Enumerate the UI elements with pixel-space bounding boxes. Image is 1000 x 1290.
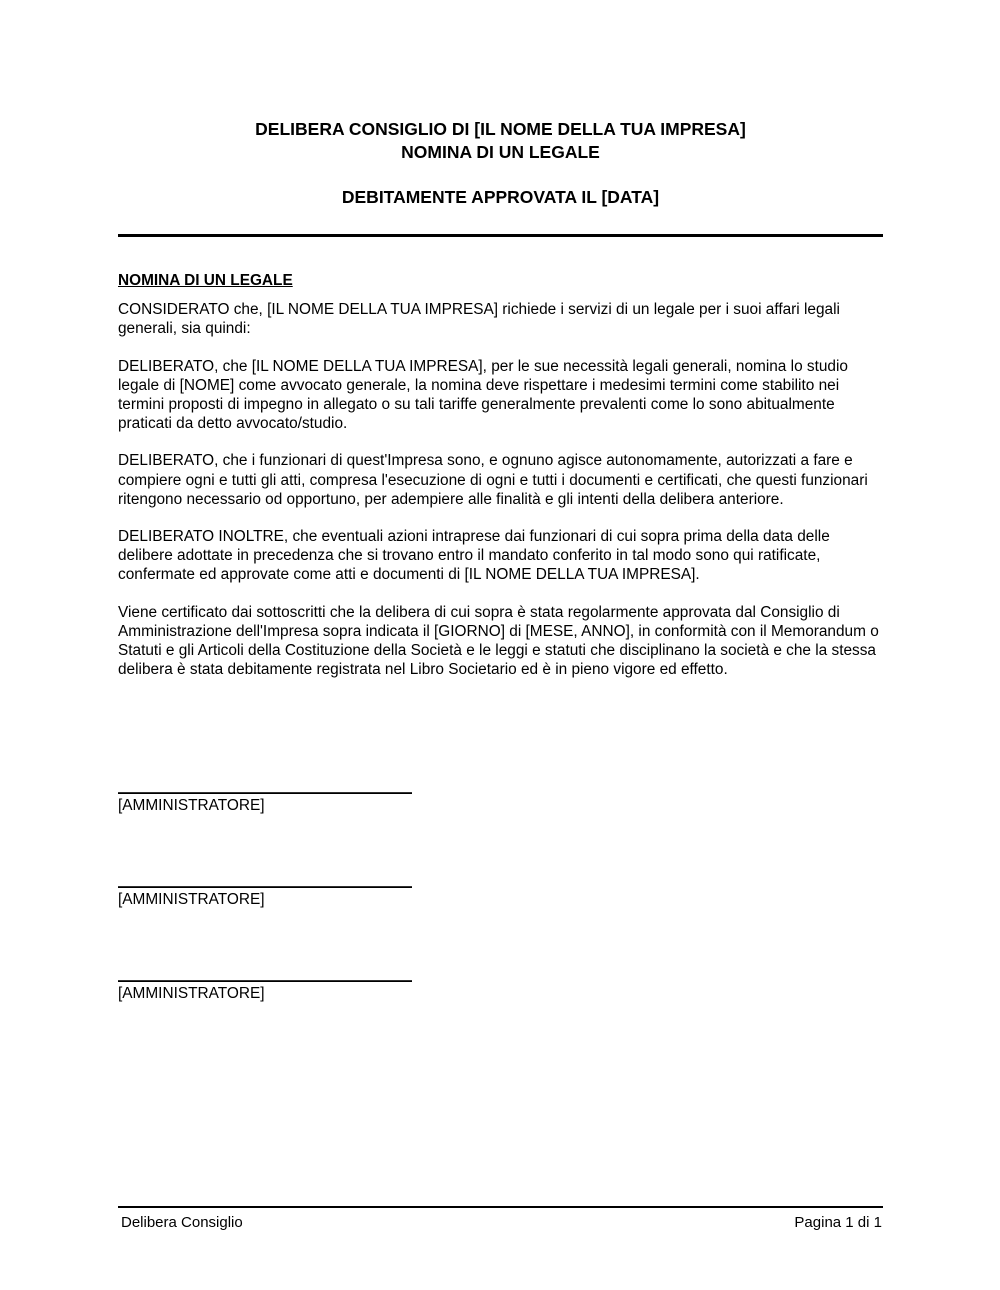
document-subtitle: DEBITAMENTE APPROVATA IL [DATA] bbox=[341, 187, 660, 207]
signature-line bbox=[118, 792, 412, 794]
document-title-line2: NOMINA DI UN LEGALE bbox=[401, 142, 600, 162]
signature-label: [AMMINISTRATORE] bbox=[118, 891, 265, 908]
signature-block bbox=[118, 980, 412, 1003]
paragraph-deliberato-inoltre: DELIBERATO INOLTRE, che eventuali azioni intraprese dai funzionari di cui sopra prima della data delle delibere adottate in precedenza che si trovano entro il mandato conferito in tal modo sono qui ratificate, confermate ed approvate come atti e documenti di [IL NOME DELLA TUA IMPRESA]. bbox=[118, 528, 830, 584]
signature-label: [AMMINISTRATORE] bbox=[118, 985, 265, 1002]
footer-page-number: Pagina 1 di 1 bbox=[794, 1214, 882, 1231]
footer-divider bbox=[118, 1206, 883, 1208]
header-divider bbox=[118, 234, 883, 237]
paragraph-considerato: CONSIDERATO che, [IL NOME DELLA TUA IMPRESA] richiede i servizi di un legale per i suoi affari legali generali, sia quindi: bbox=[118, 301, 840, 338]
section-heading: NOMINA DI UN LEGALE bbox=[118, 272, 293, 289]
signature-line bbox=[118, 980, 412, 982]
document-title: DELIBERA CONSIGLIO DI [IL NOME DELLA TUA IMPRESA] bbox=[255, 119, 746, 139]
paragraph-deliberato-1: DELIBERATO, che [IL NOME DELLA TUA IMPRESA], per le sue necessità legali generali, nomina lo studio legale di [NOME] come avvocato generale, la nomina deve rispettare i medesimi termini come stabilito nei termini proposti di impegno in allegato o su tali tariffe generalmente prevalenti come lo sono abitualmente praticati da detto avvocato/studio. bbox=[118, 357, 848, 433]
signature-block bbox=[118, 792, 412, 815]
paragraph-deliberato-2: DELIBERATO, che i funzionari di quest'Impresa sono, e ognuno agisce autonomamente, autorizzati a fare e compiere ogni e tutti gli atti, compresa l'esecuzione di ogni e tutti i documenti e certificati, che questi funzionari ritengono necessario od opportuno, per adempiere alle finalità e gli intenti della delibera anteriore. bbox=[118, 452, 868, 508]
signature-block bbox=[118, 886, 412, 909]
signature-line bbox=[118, 886, 412, 888]
paragraph-certificazione: Viene certificato dai sottoscritti che la delibera di cui sopra è stata regolarmente approvata dal Consiglio di Amministrazione dell'Impresa sopra indicata il [GIORNO] di [MESE, ANNO], in conformità con il Memorandum o Statuti e gli Articoli della Costituzione della Società e le leggi e statuti che disciplinano la società e che la stessa delibera è stata debitamente registrata nel Libro Societario ed è in pieno vigore ed effetto. bbox=[118, 603, 879, 679]
document-body bbox=[118, 271, 883, 697]
signature-label: [AMMINISTRATORE] bbox=[118, 797, 265, 814]
footer-document-name: Delibera Consiglio bbox=[121, 1214, 243, 1231]
